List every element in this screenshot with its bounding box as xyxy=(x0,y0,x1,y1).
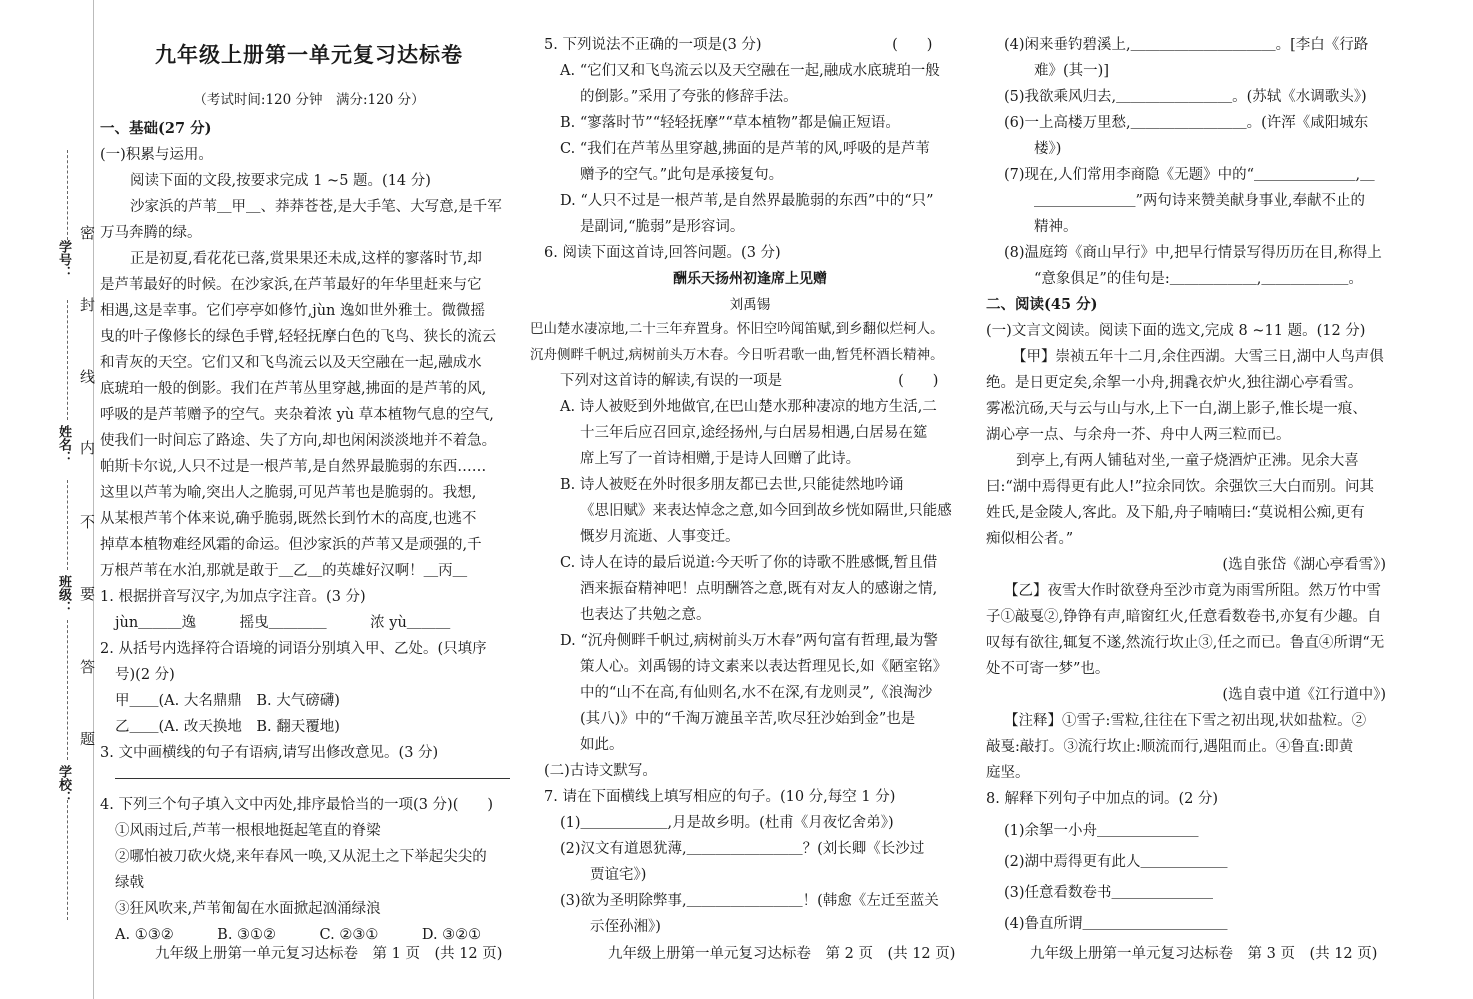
passage-line: 相遇,这是幸事。它们亭亭如修竹,jùn 逸如世外雅士。微微摇 xyxy=(100,303,485,319)
section-heading: 二、阅读(45 分) xyxy=(986,296,1098,313)
source-citation: (选自张岱《湖心亭看雪》) xyxy=(1222,557,1386,573)
dashed-line xyxy=(67,150,68,240)
class-label: 班级： xyxy=(56,575,71,614)
passage-jia-line: 姓氏,是金陵人,客此。及下船,舟子喃喃曰:“莫说相公痴,更有 xyxy=(986,505,1365,521)
seal-char: 题 xyxy=(80,730,96,748)
q8-item-2[interactable]: (2)湖中焉得更有此人＿＿＿＿＿＿ xyxy=(1004,854,1228,870)
q5-option-d: D. “人只不过是一根芦苇,是自然界最脆弱的东西”中的“只” xyxy=(560,193,934,209)
choices: A. ①③② B. ③①② C. ②③① D. ③②① xyxy=(115,927,482,943)
passage-jia-line: 到亭上,有两人铺毡对坐,一童子烧酒炉正沸。见余大喜 xyxy=(1016,453,1359,469)
passage-jia-line: 【甲】崇祯五年十二月,余住西湖。大雪三日,湖中人鸟声俱 xyxy=(1012,349,1384,365)
seal-char: 密 xyxy=(80,224,96,242)
question-4: 4. 下列三个句子填入文中丙处,排序最恰当的一项(3 分)( ) xyxy=(100,797,494,813)
q7-item-8-cont[interactable]: “意象俱足”的佳句是:＿＿＿＿＿＿,＿＿＿＿＿＿。 xyxy=(1034,271,1363,287)
q6-option-d-cont: 策人心。刘禹锡的诗文素来以表达哲理见长,如《陋室铭》 xyxy=(580,659,948,675)
q7-item-7-cont[interactable]: ＿＿＿＿＿＿＿”两句诗来赞美献身事业,奉献不止的 xyxy=(1034,193,1366,209)
q6-option-b: B. 诗人被贬在外时很多朋友都已去世,只能徒然地吟诵 xyxy=(560,477,904,493)
passage-line: 正是初夏,看花花已落,赏果果还未成,这样的寥落时节,却 xyxy=(130,251,482,267)
question-6: 6. 阅读下面这首诗,回答问题。(3 分) xyxy=(544,245,781,261)
q6-option-a-cont: 十三年后应召回京,途经扬州,与白居易相遇,白居易在筵 xyxy=(580,425,928,441)
q7-item-4-cont: 难》(其一)] xyxy=(1034,63,1109,79)
seal-char: 线 xyxy=(80,368,96,386)
poem-author: 刘禹锡 xyxy=(729,297,771,313)
passage-line: 呼吸的是芦苇赠予的空气。夹杂着浓 yù 草本植物气息的空气, xyxy=(100,407,494,423)
notes-line: 庭坚。 xyxy=(986,765,1030,781)
student-id-label: 学号： xyxy=(56,240,71,279)
q6-option-a: A. 诗人被贬到外地做官,在巴山楚水那种凄凉的地方生活,二 xyxy=(560,399,937,415)
q6-option-d-cont: 如此。 xyxy=(580,737,624,753)
q5-option-c: C. “我们在芦苇丛里穿越,拂面的是芦苇的风,呼吸的是芦苇 xyxy=(560,141,930,157)
passage-yi-line: 子①敲戛②,铮铮有声,暗窗红火,任意看数卷书,亦复有少趣。自 xyxy=(986,609,1382,625)
dashed-line xyxy=(67,620,68,760)
poem-title: 酬乐天扬州初逢席上见赠 xyxy=(673,271,827,287)
q6-option-d-cont: 中的“山不在高,有仙则名,水不在深,有龙则灵”,《浪淘沙 xyxy=(580,685,933,701)
seal-char: 不 xyxy=(80,513,96,531)
subsection-heading: (一)积累与运用。 xyxy=(100,147,213,163)
page-2 xyxy=(530,0,970,999)
seal-char: 内 xyxy=(80,439,96,457)
option-2-cont: 绿戟 xyxy=(115,875,144,891)
q7-item-6[interactable]: (6)一上高楼万里愁,＿＿＿＿＿＿＿＿。(许浑《咸阳城东 xyxy=(1004,115,1369,131)
q7-item-5[interactable]: (5)我欲乘风归去,＿＿＿＿＿＿＿＿。(苏轼《水调歌头》) xyxy=(1004,89,1367,105)
question-2-cont: 号)(2 分) xyxy=(115,667,175,683)
q8-item-1[interactable]: (1)余挐一小舟＿＿＿＿＿＿＿ xyxy=(1004,823,1199,839)
passage-line: 底琥珀一般的倒影。我们在芦苇丛里穿越,拂面的是芦苇的风, xyxy=(100,381,487,397)
passage-line: 这里以芦苇为喻,突出人之脆弱,可见芦苇也是脆弱的。我想, xyxy=(100,485,477,501)
q8-item-4[interactable]: (4)鲁直所谓＿＿＿＿＿＿＿＿＿＿ xyxy=(1004,916,1228,932)
q6-option-c-cont: 也表达了共勉之意。 xyxy=(580,607,711,623)
question-1: 1. 根据拼音写汉字,为加点字注音。(3 分) xyxy=(100,589,366,605)
q6-prompt: 下列对这首诗的解读,有误的一项是 ( ) xyxy=(560,373,939,389)
passage-jia-line: 曰:“湖中焉得更有此人!”拉余同饮。余强饮三大白而别。问其 xyxy=(986,479,1375,495)
passage-line: 掉草本植物难经风霜的命运。但沙家浜的芦苇又是顽强的,千 xyxy=(100,537,482,553)
q7-item-7-cont: 精神。 xyxy=(1034,219,1078,235)
option-2: ②哪怕被刀砍火烧,来年春风一唤,又从泥土之下举起尖尖的 xyxy=(115,849,487,865)
page-footer: 九年级上册第一单元复习达标卷 第 3 页 (共 12 页) xyxy=(1030,946,1378,962)
page-footer: 九年级上册第一单元复习达标卷 第 2 页 (共 12 页) xyxy=(608,946,956,962)
page-title: 九年级上册第一单元复习达标卷 xyxy=(155,42,463,67)
q5-option-d-cont: 是副词,“脆弱”是形容词。 xyxy=(580,219,745,235)
option-1: ①风雨过后,芦苇一根根地挺起笔直的脊梁 xyxy=(115,823,381,839)
passage-jia-line: 雾凇沆砀,天与云与山与水,上下一白,湖上影子,惟长堤一痕、 xyxy=(986,401,1367,417)
dashed-line xyxy=(67,800,68,920)
q6-option-d-cont: (其八)》中的“千淘万漉虽辛苦,吹尽狂沙始到金”也是 xyxy=(580,711,916,727)
q7-item-3[interactable]: (3)欲为圣明除弊事,＿＿＿＿＿＿＿＿！(韩愈《左迁至蓝关 xyxy=(560,893,939,909)
q7-item-4[interactable]: (4)闲来垂钓碧溪上,＿＿＿＿＿＿＿＿＿＿。[李白《行路 xyxy=(1004,37,1369,53)
q8-item-3[interactable]: (3)任意看数卷书＿＿＿＿＿＿＿ xyxy=(1004,885,1214,901)
margin-rule xyxy=(93,0,94,999)
option-3: ③狂风吹来,芦苇匍匐在水面掀起汹涌绿浪 xyxy=(115,901,381,917)
passage-line: 从某根芦苇个体来说,确乎脆弱,既然长到竹木的高度,也逃不 xyxy=(100,511,477,527)
q6-option-c: C. 诗人在诗的最后说道:今天听了你的诗歌不胜感慨,暂且借 xyxy=(560,555,938,571)
passage-line: 是芦苇最好的时候。在沙家浜,在芦苇最好的年华里赶来与它 xyxy=(100,277,482,293)
dashed-line xyxy=(67,480,68,570)
question-7: 7. 请在下面横线上填写相应的句子。(10 分,每空 1 分) xyxy=(544,789,896,805)
passage-yi-line: 叹每有欲往,辄复不遂,然流行坎止③,任之而已。鲁直④所谓“无 xyxy=(986,635,1385,651)
page-footer: 九年级上册第一单元复习达标卷 第 1 页 (共 12 页) xyxy=(155,946,503,962)
instruction: 阅读下面的文段,按要求完成 1 ~5 题。(14 分) xyxy=(130,173,431,189)
passage-line: 曳的叶子像修长的绿色手臂,轻轻抚摩白色的飞鸟、狭长的流云 xyxy=(100,329,497,345)
exam-info: （考试时间:120 分钟 满分:120 分） xyxy=(193,92,425,108)
q5-option-c-cont: 赠予的空气。”此句是承接复句。 xyxy=(580,167,784,183)
passage-yi-line: 【乙】夜雪大作时欲登舟至沙市竟为雨雪所阻。然万竹中雪 xyxy=(1004,583,1381,599)
source-citation: (选自袁中道《江行道中》) xyxy=(1222,687,1386,703)
passage-yi-line: 处不可寄一梦”也。 xyxy=(986,661,1110,677)
q6-option-b-cont: 慨岁月流逝、人事变迁。 xyxy=(580,529,740,545)
answer-line[interactable] xyxy=(115,778,510,779)
passage-line: 万马奔腾的绿。 xyxy=(100,225,202,241)
poem-line: 沉舟侧畔千帆过,病树前头万木春。今日听君歌一曲,暂凭杯酒长精神。 xyxy=(530,347,944,363)
q7-item-7[interactable]: (7)现在,人们常用李商隐《无题》中的“＿＿＿＿＿＿＿,＿ xyxy=(1004,167,1375,183)
page-3 xyxy=(986,0,1386,999)
question-2-yi[interactable]: 乙＿＿(A. 改天换地 B. 翻天覆地) xyxy=(115,719,340,735)
seal-char: 封 xyxy=(80,296,96,314)
passage-line: 和青灰的天空。它们又和飞鸟流云以及天空融在一起,融成水 xyxy=(100,355,482,371)
seal-char: 答 xyxy=(80,658,96,676)
passage-jia-line: 绝。是日更定矣,余挐一小舟,拥毳衣炉火,独往湖心亭看雪。 xyxy=(986,375,1363,391)
notes-line: 【注释】①雪子:雪粒,往往在下雪之初出现,状如盐粒。② xyxy=(1004,713,1367,729)
question-2-jia[interactable]: 甲＿＿(A. 大名鼎鼎 B. 大气磅礴) xyxy=(115,693,340,709)
q5-option-b: B. “寥落时节”“轻轻抚摩”“草本植物”都是偏正短语。 xyxy=(560,115,900,131)
q6-option-d: D. “沉舟侧畔千帆过,病树前头万木春”两句富有哲理,最为警 xyxy=(560,633,938,649)
notes-line: 敲戛:敲打。③流行坎止:顺流而行,遇阻而止。④鲁直:即黄 xyxy=(986,739,1354,755)
q7-item-2[interactable]: (2)汉文有道恩犹薄,＿＿＿＿＿＿＿＿？(刘长卿《长沙过 xyxy=(560,841,925,857)
subsection-heading: (一)文言文阅读。阅读下面的选文,完成 8 ~11 题。(12 分) xyxy=(986,323,1366,339)
passage-line: 沙家浜的芦苇＿甲＿、莽莽苍苍,是大手笔、大写意,是千军 xyxy=(130,199,502,215)
q6-option-c-cont: 酒来振奋精神吧！点明酬答之意,既有对友人的感谢之情, xyxy=(580,581,938,597)
school-label: 学校： xyxy=(56,765,71,804)
passage-jia-line: 痴似相公者。” xyxy=(986,531,1074,547)
q7-item-6-cont: 楼》) xyxy=(1034,141,1062,157)
q7-item-2-cont: 贾谊宅》) xyxy=(590,867,647,883)
passage-jia-line: 湖心亭一点、与余舟一芥、舟中人两三粒而已。 xyxy=(986,427,1291,443)
question-2: 2. 从括号内选择符合语境的词语分别填入甲、乙处。(只填序 xyxy=(100,641,487,657)
question-1-blanks[interactable]: jùn＿＿＿逸 摇曳＿＿＿＿ 浓 yù＿＿＿ xyxy=(115,615,451,631)
dashed-line xyxy=(67,300,68,420)
q5-option-a-cont: 的倒影。”采用了夸张的修辞手法。 xyxy=(580,89,798,105)
page-1 xyxy=(100,0,518,999)
passage-line: 万根芦苇在水泊,那就是敢于＿乙＿的英雄好汉啊！＿丙＿ xyxy=(100,563,468,579)
passage-line: 使我们一时间忘了路途、失了方向,却也闲闲淡淡地并不着急。 xyxy=(100,433,497,449)
q6-option-b-cont: 《思旧赋》来表达悼念之意,如今回到故乡恍如隔世,只能感 xyxy=(580,503,952,519)
name-label: 姓名： xyxy=(56,425,71,464)
q7-item-8: (8)温庭筠《商山早行》中,把早行情景写得历历在目,称得上 xyxy=(1004,245,1382,261)
q6-option-a-cont: 席上写了一首诗相赠,于是诗人回赠了此诗。 xyxy=(580,451,861,467)
seal-char: 要 xyxy=(80,585,96,603)
q5-option-a: A. “它们又和飞鸟流云以及天空融在一起,融成水底琥珀一般 xyxy=(560,63,940,79)
subsection-heading: (二)古诗文默写。 xyxy=(544,763,657,779)
question-3: 3. 文中画横线的句子有语病,请写出修改意见。(3 分) xyxy=(100,745,439,761)
passage-line: 帕斯卡尔说,人只不过是一根芦苇,是自然界最脆弱的东西…… xyxy=(100,459,487,475)
q7-item-3-cont: 示侄孙湘》) xyxy=(590,919,661,935)
question-5: 5. 下列说法不正确的一项是(3 分) ( ) xyxy=(544,37,933,53)
section-heading: 一、基础(27 分) xyxy=(100,120,212,137)
question-8: 8. 解释下列句子中加点的词。(2 分) xyxy=(986,791,1219,807)
poem-line: 巴山楚水凄凉地,二十三年弃置身。怀旧空吟闻笛赋,到乡翻似烂柯人。 xyxy=(530,321,944,337)
q7-item-1[interactable]: (1)＿＿＿＿＿＿,月是故乡明。(杜甫《月夜忆舍弟》) xyxy=(560,815,894,831)
